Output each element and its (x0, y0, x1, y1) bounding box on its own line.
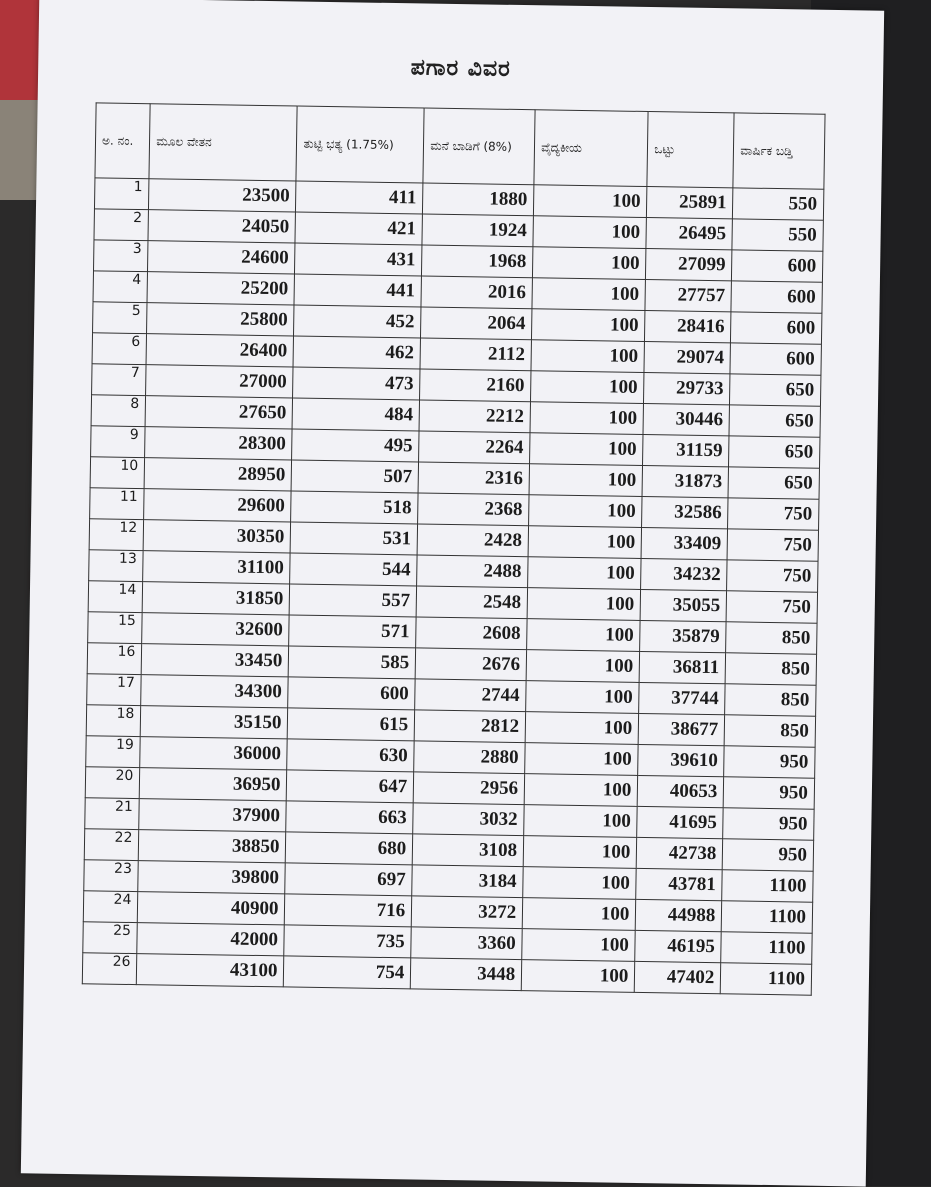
cell-annual-increment: 1100 (722, 870, 813, 902)
cell-serial-number: 18 (86, 705, 141, 737)
cell-basic-pay: 36000 (140, 737, 288, 770)
cell-annual-increment: 650 (730, 374, 821, 406)
cell-serial-number: 15 (88, 612, 143, 644)
cell-house-rent: 2548 (416, 586, 527, 619)
cell-basic-pay: 30350 (143, 520, 291, 553)
cell-basic-pay: 29600 (144, 489, 292, 522)
cell-house-rent: 3184 (412, 865, 523, 898)
cell-medical: 100 (526, 650, 640, 683)
cell-serial-number: 22 (84, 829, 139, 861)
cell-basic-pay: 39800 (138, 861, 286, 894)
header-total: ಒಟ್ಟು (647, 112, 734, 188)
cell-medical: 100 (529, 495, 643, 528)
cell-total: 38677 (639, 713, 725, 745)
cell-medical: 100 (527, 588, 641, 621)
cell-serial-number: 1 (94, 178, 149, 210)
cell-medical: 100 (528, 526, 642, 559)
cell-dearness-allowance: 495 (292, 429, 419, 462)
cell-basic-pay: 43100 (137, 954, 285, 987)
cell-annual-increment: 600 (732, 250, 823, 282)
cell-annual-increment: 750 (727, 529, 818, 561)
cell-house-rent: 3108 (412, 834, 523, 867)
cell-house-rent: 2488 (417, 555, 528, 588)
cell-dearness-allowance: 531 (291, 522, 418, 555)
cell-basic-pay: 27000 (146, 365, 294, 398)
cell-total: 29074 (644, 341, 730, 373)
cell-medical: 100 (524, 774, 638, 807)
cell-serial-number: 13 (89, 550, 144, 582)
cell-house-rent: 1924 (422, 214, 533, 247)
cell-basic-pay: 38850 (139, 830, 287, 863)
cell-serial-number: 19 (86, 736, 141, 768)
cell-annual-increment: 750 (728, 498, 819, 530)
header-annual-increment: ವಾರ್ಷಿಕ ಬಡ್ತಿ (733, 113, 825, 189)
cell-medical: 100 (532, 278, 646, 311)
cell-house-rent: 2676 (415, 648, 526, 681)
cell-serial-number: 14 (88, 581, 143, 613)
cell-basic-pay: 35150 (141, 706, 289, 739)
cell-house-rent: 3448 (411, 958, 522, 991)
cell-serial-number: 2 (94, 209, 149, 241)
cell-annual-increment: 850 (726, 622, 817, 654)
cell-annual-increment: 1100 (722, 901, 813, 933)
cell-house-rent: 2880 (414, 741, 525, 774)
cell-house-rent: 2160 (420, 369, 531, 402)
cell-basic-pay: 26400 (146, 334, 294, 367)
cell-serial-number: 10 (90, 457, 145, 489)
cell-total: 32586 (642, 496, 728, 528)
cell-total: 35879 (640, 620, 726, 652)
cell-medical: 100 (533, 247, 647, 280)
cell-dearness-allowance: 716 (285, 894, 412, 927)
cell-dearness-allowance: 484 (293, 398, 420, 431)
cell-house-rent: 3032 (413, 803, 524, 836)
cell-house-rent: 2016 (421, 276, 532, 309)
cell-serial-number: 8 (91, 395, 146, 427)
cell-dearness-allowance: 411 (296, 181, 423, 214)
cell-dearness-allowance: 585 (289, 646, 416, 679)
cell-dearness-allowance: 680 (286, 832, 413, 865)
cell-total: 36811 (639, 651, 725, 683)
cell-serial-number: 17 (87, 674, 142, 706)
cell-basic-pay: 36950 (140, 768, 288, 801)
cell-dearness-allowance: 431 (295, 243, 422, 276)
cell-serial-number: 6 (92, 333, 147, 365)
cell-serial-number: 5 (93, 302, 148, 334)
cell-dearness-allowance: 615 (288, 708, 415, 741)
cell-total: 25891 (647, 187, 733, 219)
cell-total: 31873 (642, 465, 728, 497)
cell-annual-increment: 950 (724, 777, 815, 809)
cell-dearness-allowance: 754 (284, 956, 411, 989)
cell-serial-number: 25 (83, 922, 138, 954)
cell-total: 35055 (640, 589, 726, 621)
cell-serial-number: 3 (94, 240, 149, 272)
cell-medical: 100 (522, 898, 636, 931)
cell-annual-increment: 950 (723, 839, 814, 871)
cell-total: 27099 (646, 249, 732, 281)
cell-medical: 100 (523, 836, 637, 869)
header-serial-number: ಅ. ನಂ. (95, 103, 150, 179)
cell-house-rent: 2264 (419, 431, 530, 464)
cell-basic-pay: 24600 (148, 241, 296, 274)
cell-total: 28416 (645, 310, 731, 342)
cell-medical: 100 (523, 867, 637, 900)
cell-serial-number: 21 (85, 798, 140, 830)
cell-total: 46195 (635, 930, 721, 962)
cell-annual-increment: 1100 (721, 932, 812, 964)
cell-total: 44988 (636, 899, 722, 931)
cell-dearness-allowance: 663 (286, 801, 413, 834)
cell-basic-pay: 23500 (149, 179, 297, 212)
cell-house-rent: 2744 (415, 679, 526, 712)
cell-dearness-allowance: 473 (293, 367, 420, 400)
cell-dearness-allowance: 518 (291, 491, 418, 524)
cell-basic-pay: 32600 (142, 613, 290, 646)
cell-house-rent: 1968 (422, 245, 533, 278)
cell-serial-number: 16 (87, 643, 142, 675)
cell-house-rent: 3360 (411, 927, 522, 960)
cell-annual-increment: 650 (728, 467, 819, 499)
cell-basic-pay: 33450 (141, 644, 289, 677)
cell-annual-increment: 600 (731, 312, 822, 344)
cell-medical: 100 (531, 340, 645, 373)
cell-medical: 100 (526, 681, 640, 714)
cell-annual-increment: 850 (725, 715, 816, 747)
cell-medical: 100 (532, 309, 646, 342)
cell-total: 41695 (637, 806, 723, 838)
cell-house-rent: 2368 (418, 493, 529, 526)
cell-basic-pay: 24050 (148, 210, 296, 243)
cell-annual-increment: 850 (725, 684, 816, 716)
cell-house-rent: 2608 (416, 617, 527, 650)
cell-house-rent: 2212 (419, 400, 530, 433)
cell-annual-increment: 750 (727, 560, 818, 592)
cell-dearness-allowance: 421 (295, 212, 422, 245)
cell-serial-number: 11 (90, 488, 145, 520)
paper-sheet (21, 0, 884, 1187)
cell-basic-pay: 28300 (145, 427, 293, 460)
cell-medical: 100 (533, 216, 647, 249)
cell-basic-pay: 27650 (145, 396, 293, 429)
cell-total: 27757 (645, 279, 731, 311)
cell-basic-pay: 37900 (139, 799, 287, 832)
cell-basic-pay: 31100 (143, 551, 291, 584)
cell-dearness-allowance: 507 (292, 460, 419, 493)
cell-medical: 100 (521, 960, 635, 993)
cell-medical: 100 (530, 402, 644, 435)
cell-medical: 100 (525, 712, 639, 745)
cell-annual-increment: 1100 (721, 963, 812, 995)
cell-medical: 100 (527, 619, 641, 652)
cell-house-rent: 2956 (413, 772, 524, 805)
cell-total: 37744 (639, 682, 725, 714)
cell-house-rent: 2316 (418, 462, 529, 495)
cell-basic-pay: 40900 (138, 892, 286, 925)
cell-dearness-allowance: 452 (294, 305, 421, 338)
cell-annual-increment: 950 (724, 746, 815, 778)
cell-dearness-allowance: 735 (284, 925, 411, 958)
cell-total: 29733 (644, 372, 730, 404)
cell-house-rent: 2112 (420, 338, 531, 371)
cell-serial-number: 26 (82, 953, 137, 985)
cell-total: 40653 (638, 775, 724, 807)
cell-medical: 100 (529, 464, 643, 497)
cell-serial-number: 12 (89, 519, 144, 551)
cell-dearness-allowance: 441 (294, 274, 421, 307)
table-header-row (95, 103, 825, 189)
cell-total: 43781 (636, 868, 722, 900)
cell-total: 39610 (638, 744, 724, 776)
header-medical: ವೈದ್ಯಕೀಯ (534, 110, 648, 187)
cell-dearness-allowance: 630 (287, 739, 414, 772)
cell-medical: 100 (531, 371, 645, 404)
page-title: ಪಗಾರ ವಿವರ (410, 55, 511, 82)
cell-serial-number: 9 (91, 426, 146, 458)
cell-house-rent: 3272 (412, 896, 523, 929)
cell-serial-number: 20 (85, 767, 140, 799)
cell-house-rent: 2428 (417, 524, 528, 557)
cell-annual-increment: 550 (732, 219, 823, 251)
cell-medical: 100 (524, 805, 638, 838)
header-dearness-allowance: ತುಟ್ಟಿ ಭತ್ಯ (1.75%) (296, 106, 424, 183)
cell-house-rent: 2064 (421, 307, 532, 340)
cell-serial-number: 24 (83, 891, 138, 923)
cell-total: 33409 (641, 527, 727, 559)
cell-total: 26495 (646, 218, 732, 250)
cell-basic-pay: 31850 (142, 582, 290, 615)
pay-scale-table (82, 102, 826, 995)
cell-annual-increment: 850 (725, 653, 816, 685)
cell-dearness-allowance: 462 (293, 336, 420, 369)
cell-medical: 100 (528, 557, 642, 590)
cell-dearness-allowance: 544 (290, 553, 417, 586)
cell-medical: 100 (525, 743, 639, 776)
cell-total: 30446 (643, 403, 729, 435)
cell-annual-increment: 950 (723, 808, 814, 840)
cell-dearness-allowance: 697 (285, 863, 412, 896)
cell-basic-pay: 25200 (147, 272, 295, 305)
cell-house-rent: 1880 (423, 183, 534, 216)
cell-dearness-allowance: 600 (288, 677, 415, 710)
cell-basic-pay: 34300 (141, 675, 289, 708)
cell-serial-number: 7 (92, 364, 147, 396)
cell-medical: 100 (522, 929, 636, 962)
cell-medical: 100 (534, 185, 648, 218)
cell-medical: 100 (530, 433, 644, 466)
cell-serial-number: 4 (93, 271, 148, 303)
cell-total: 34232 (641, 558, 727, 590)
cell-dearness-allowance: 557 (290, 584, 417, 617)
cell-serial-number: 23 (84, 860, 139, 892)
cell-annual-increment: 600 (730, 343, 821, 375)
cell-house-rent: 2812 (414, 710, 525, 743)
cell-basic-pay: 28950 (144, 458, 292, 491)
cell-annual-increment: 650 (729, 436, 820, 468)
cell-annual-increment: 650 (729, 405, 820, 437)
cell-annual-increment: 600 (731, 281, 822, 313)
cell-basic-pay: 42000 (137, 923, 285, 956)
cell-dearness-allowance: 647 (287, 770, 414, 803)
cell-annual-increment: 550 (733, 188, 824, 220)
cell-annual-increment: 750 (726, 591, 817, 623)
cell-dearness-allowance: 571 (289, 615, 416, 648)
header-house-rent: ಮನೆ ಬಾಡಿಗೆ (8%) (423, 108, 535, 185)
cell-total: 31159 (643, 434, 729, 466)
cell-total: 47402 (635, 961, 721, 993)
cell-total: 42738 (637, 837, 723, 869)
cell-basic-pay: 25800 (147, 303, 295, 336)
header-basic-pay: ಮೂಲ ವೇತನ (149, 104, 297, 181)
